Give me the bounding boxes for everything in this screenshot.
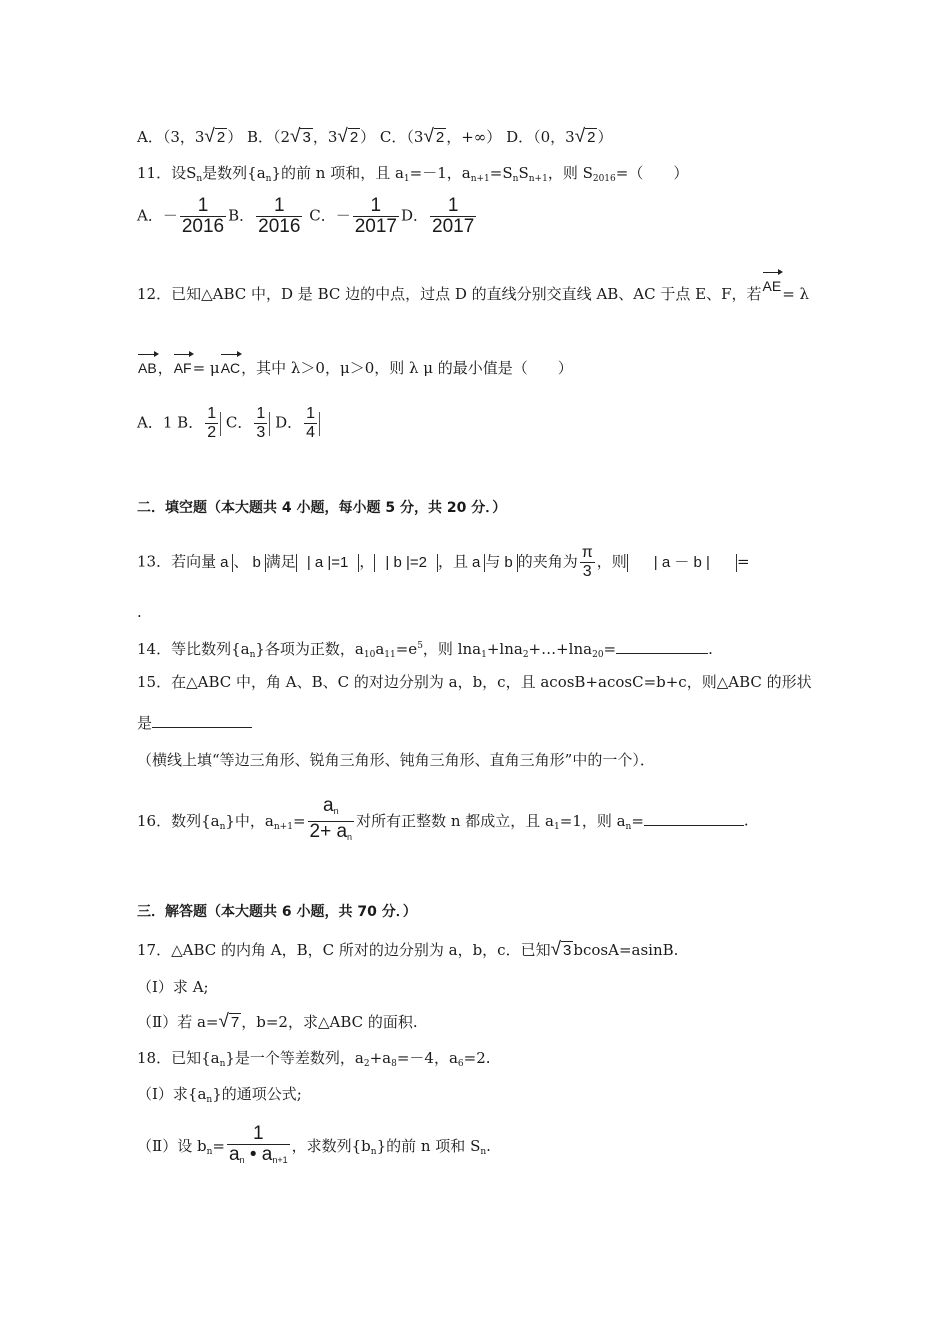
vector-b: b xyxy=(248,554,265,572)
q18-frac: $\frac{1}{a_n • a_{n+1}}$ xyxy=(227,1124,290,1170)
q11-options xyxy=(137,196,478,237)
abs-a-minus-b: | a － b | xyxy=(627,554,737,572)
q11-frac-b: $\frac{1}{2016}$ xyxy=(258,195,301,237)
q11-opt-c: C．－ xyxy=(309,206,351,225)
q12-options: A．1 B． $\frac{1}{2}$ C． $\frac{1}{3}$ D． $\frac{1}{4}$ xyxy=(137,405,320,442)
q11-frac-a: $\frac{1}{2016}$ xyxy=(181,195,225,237)
abs-a: | a |=1 xyxy=(296,554,360,572)
q12-frac-b: $\frac{1}{2}$ xyxy=(207,405,217,441)
sqrt-7: √ 7 xyxy=(218,1011,240,1032)
q16-frac: $\frac{a_n}{2+ a_n}$ xyxy=(308,796,355,847)
section-3-heading: 三．解答题（本大题共 6 小题，共 70 分．） xyxy=(137,904,417,920)
q16-stem: 16．数列$\{a_n\}$中，$a_{n+1}=$ $\frac{a_n}{2+ a_n}$ 对所有正整数 n 都成立，且 $a_1=1$，则 $a_n=$ . xyxy=(137,796,749,847)
vector-af: AF xyxy=(174,352,192,378)
section-2-heading: 二．填空题（本大题共 4 小题，每小题 5 分，共 20 分．） xyxy=(137,500,507,516)
q11-frac-c: $\frac{1}{2017}$ xyxy=(354,195,397,237)
abs-b: | b |=2 xyxy=(374,554,438,572)
q13-dot: . xyxy=(137,603,142,621)
q18-stem: 18．已知$\{a_n\}$是一个等差数列，$a_2+a_8=-4$，$a_6=2$. xyxy=(137,1049,491,1069)
sqrt-3: √ 3 xyxy=(550,939,572,960)
q12-frac-c: $\frac{1}{3}$ xyxy=(256,405,266,441)
q11-opt-d: D． xyxy=(400,206,429,225)
q17-part2: （Ⅱ）若 a=√ 7 ，b=2，求△ABC 的面积. xyxy=(137,1011,418,1032)
q12-stem-line2: AB，AF= μAC，其中 λ＞0，μ＞0，则 λ μ 的最小值是（ ） xyxy=(137,352,573,378)
q15-line3: （横线上填“等边三角形、锐角三角形、钝角三角形、直角三角形”中的一个）． xyxy=(137,751,655,769)
q17-part1: （Ⅰ）求 A; xyxy=(137,978,209,996)
q16-answer-blank[interactable] xyxy=(644,811,744,826)
q17-stem: 17．△ABC 的内角 A，B，C 所对的边分别为 a，b，c．已知√ 3 bcosA=asinB. xyxy=(137,939,679,960)
q11-stem: 11．设$S_n$是数列$\{a_n\}$的前 n 项和，且 $a_1=-1$，$a_{n+1}=S_nS_{n+1}$，则 $S_{2016}=$（ ） xyxy=(137,164,689,184)
vector-ae: AE xyxy=(763,270,782,296)
q14-stem: 14．等比数列$\{a_n\}$各项为正数，$a_{10}a_{11}=e^5$，则 lna$_1$+lna$_2$+…+lna$_{20}$= . xyxy=(137,640,713,660)
q11-opt-b: B． xyxy=(228,206,255,225)
q14-answer-blank[interactable] xyxy=(616,639,708,654)
q18-part1: （Ⅰ）求$\{a_n\}$的通项公式; xyxy=(137,1085,302,1105)
q15-line2: 是 xyxy=(137,713,252,733)
q15-line1: 15．在△ABC 中，角 A、B、C 的对边分别为 a，b，c，且 acosB+acosC=b+c，则△ABC 的形状 xyxy=(137,673,812,691)
vector-a: a xyxy=(216,554,233,572)
vector-ac: AC xyxy=(221,352,240,378)
q10-options: A．（3，3√ 2 ） B．（2√ 3 ，3√ 2 ） C．（3√ 2 ，+∞） D．（0，3√ 2 ） xyxy=(137,126,613,147)
q11-frac-d: $\frac{1}{2017}$ xyxy=(432,195,475,237)
q12-stem-line1: 12．已知△ABC 中，D 是 BC 边的中点，过点 D 的直线分别交直线 AB、AC 于点 E、F，若AE= λ xyxy=(137,270,809,304)
vector-ab: AB xyxy=(138,352,157,378)
pi-over-3: $\frac{\pi}{3}$ xyxy=(581,544,593,580)
q15-answer-blank[interactable] xyxy=(152,713,252,728)
q18-part2: （Ⅱ）设 $b_n=$ $\frac{1}{a_n • a_{n+1}}$ ，求数列$\{b_n\}$的前 n 项和 $S_n$. xyxy=(137,1124,491,1170)
q13-stem: 13．若向量 a 、 b 满足 | a |=1 ， | b |=2 ，且 a 与 b 的夹角为 $\frac{\pi}{3}$ ，则 | a － b | = xyxy=(137,544,750,580)
q12-frac-d: $\frac{1}{4}$ xyxy=(306,405,315,441)
q11-opt-a: A．－ xyxy=(137,206,178,225)
